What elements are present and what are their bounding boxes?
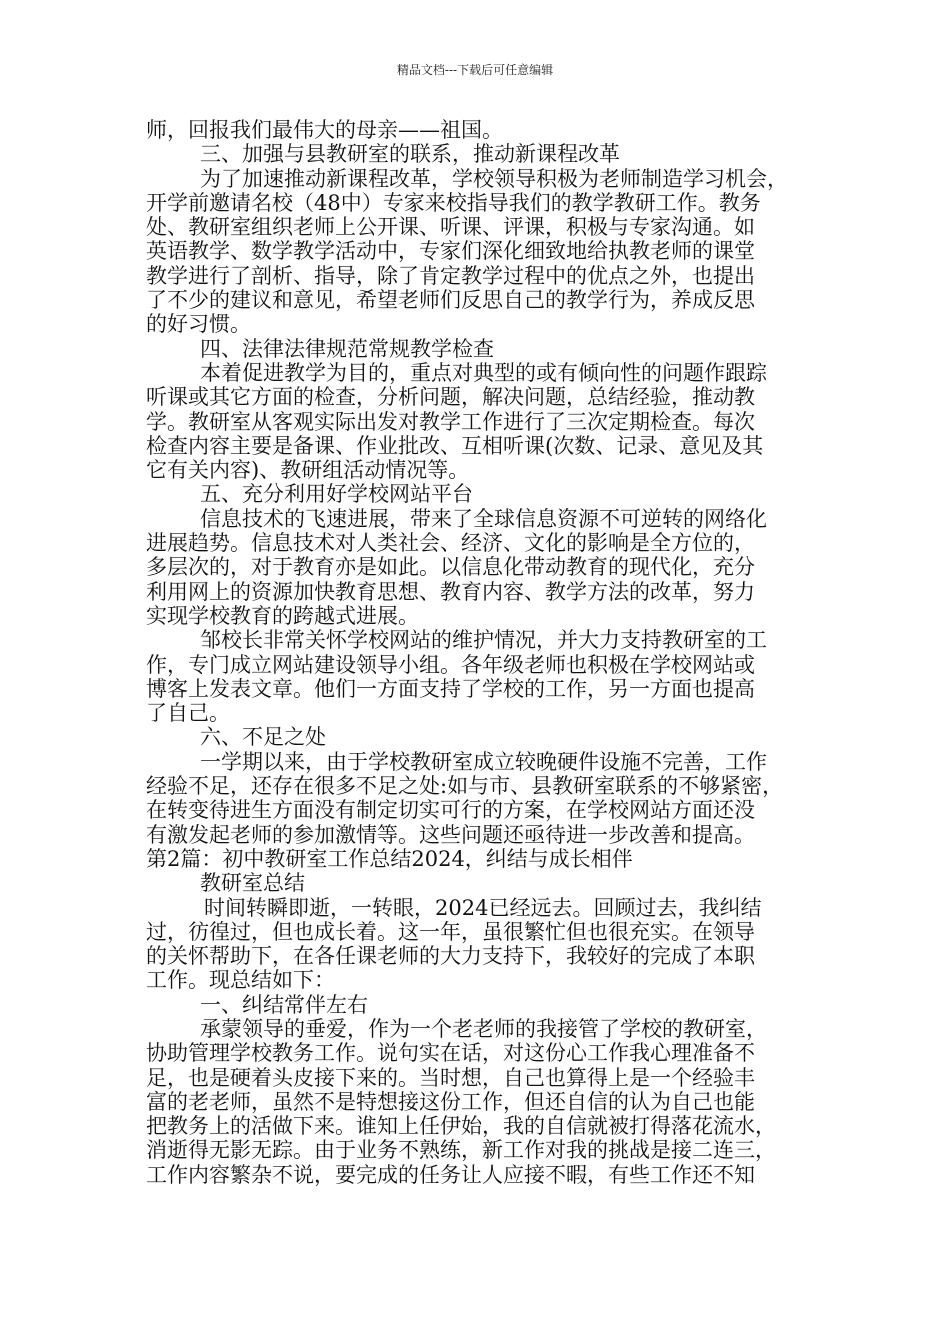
paragraph-line: 本着促进教学为目的，重点对典型的或有倾向性的问题作跟踪 xyxy=(200,360,767,385)
paragraph-line: 邹校长非常关怀学校网站的维护情况，并大力支持教研室的工 xyxy=(200,628,767,653)
paragraph-line: 师，回报我们最伟大的母亲——祖国。 xyxy=(146,118,503,142)
article-title: 第2篇：初中教研室工作总结2024，纠结与成长相伴 xyxy=(146,846,633,871)
paragraph-line: 英语教学、数学教学活动中，专家们深化细致地给执教老师的课堂 xyxy=(146,239,755,264)
paragraph-line: 检查内容主要是备课、作业批改、互相听课(次数、记录、意见及其 xyxy=(146,433,764,458)
paragraph-line: 了自己。 xyxy=(146,701,230,726)
document-body xyxy=(146,118,816,1187)
paragraph-line: 在转变待进生方面没有制定切实可行的方案，在学校网站方面还没 xyxy=(146,798,755,823)
paragraph-line: 工作内容繁杂不说，要完成的任务让人应接不暇，有些工作还不知 xyxy=(146,1162,755,1187)
paragraph-line: 学。教研室从客观实际出发对教学工作进行了三次定期检查。每次 xyxy=(146,409,755,434)
paragraph-line: 它有关内容)、教研组活动情况等。 xyxy=(146,458,470,483)
paragraph-line: 协助管理学校教务工作。说句实在话，对这份心工作我心理准备不 xyxy=(146,1041,755,1066)
paragraph-line: 把教务上的活做下来。谁知上任伊始，我的自信就被打得落花流水， xyxy=(146,1114,776,1139)
paragraph-line: 承蒙领导的垂爱，作为一个老老师的我接管了学校的教研室， xyxy=(200,1016,767,1041)
paragraph-line: 消逝得无影无踪。由于业务不熟练，新工作对我的挑战是接二连三， xyxy=(146,1138,776,1163)
paragraph-line: 开学前邀请名校（48中）专家来校指导我们的教学教研工作。教务 xyxy=(146,190,761,215)
paragraph-line: 过，彷徨过，但也成长着。这一年，虽很繁忙但也很充实。在领导 xyxy=(146,919,755,944)
paragraph-line: 听课或其它方面的检查，分析问题，解决问题，总结经验，推动教 xyxy=(146,385,755,410)
section-heading: 五、充分利用好学校网站平台 xyxy=(200,482,473,507)
paragraph-line: 利用网上的资源加快教育思想、教育内容、教学方法的改革，努力 xyxy=(146,579,755,604)
paragraph-line: 足，也是硬着头皮接下来的。当时想，自己也算得上是一个经验丰 xyxy=(146,1065,755,1090)
page-header: 精品文档---下载后可任意编辑 xyxy=(396,63,554,77)
paragraph-line: 的关怀帮助下，在各任课老师的大力支持下，我较好的完成了本职 xyxy=(146,944,755,969)
section-heading: 一、纠结常伴左右 xyxy=(200,992,368,1017)
paragraph-line: 工作。现总结如下： xyxy=(146,968,335,993)
paragraph-line: 博客上发表文章。他们一方面支持了学校的工作，另一方面也提高 xyxy=(146,676,755,701)
paragraph-line: 了不少的建议和意见，希望老师们反思自己的教学行为，养成反思 xyxy=(146,288,755,313)
paragraph-line: 有激发起老师的参加激情等。这些问题还亟待进一步改善和提高。 xyxy=(146,822,755,847)
paragraph-line: 时间转瞬即逝，一转眼，2024已经远去。回顾过去，我纠结 xyxy=(204,895,762,920)
paragraph-line: 作，专门成立网站建设领导小组。各年级老师也积极在学校网站或 xyxy=(146,652,755,677)
paragraph-line: 的好习惯。 xyxy=(146,312,251,337)
paragraph-line: 信息技术的飞速进展，带来了全球信息资源不可逆转的网络化 xyxy=(200,506,767,531)
paragraph-line: 富的老老师，虽然不是特想接这份工作，但还自信的认为自己也能 xyxy=(146,1089,755,1114)
paragraph-line: 多层次的，对于教育亦是如此。以信息化带动教育的现代化，充分 xyxy=(146,555,755,580)
paragraph-line: 进展趋势。信息技术对人类社会、经济、文化的影响是全方位的， xyxy=(146,531,755,556)
paragraph-line: 一学期以来，由于学校教研室成立较晚硬件设施不完善，工作 xyxy=(200,749,767,774)
paragraph-line: 经验不足，还存在很多不足之处:如与市、县教研室联系的不够紧密， xyxy=(146,774,784,799)
article-subtitle: 教研室总结 xyxy=(200,871,305,896)
section-heading: 六、不足之处 xyxy=(200,725,326,750)
paragraph-line: 教学进行了剖析、指导，除了肯定教学过程中的优点之外，也提出 xyxy=(146,263,755,288)
section-heading: 四、法律法律规范常规教学检查 xyxy=(200,336,494,361)
section-heading: 三、加强与县教研室的联系，推动新课程改革 xyxy=(200,142,620,167)
paragraph-line: 处、教研室组织老师上公开课、听课、评课，积极与专家沟通。如 xyxy=(146,215,755,240)
paragraph-line: 为了加速推动新课程改革，学校领导积极为老师制造学习机会， xyxy=(200,166,788,191)
paragraph-line: 实现学校教育的跨越式进展。 xyxy=(146,603,419,628)
